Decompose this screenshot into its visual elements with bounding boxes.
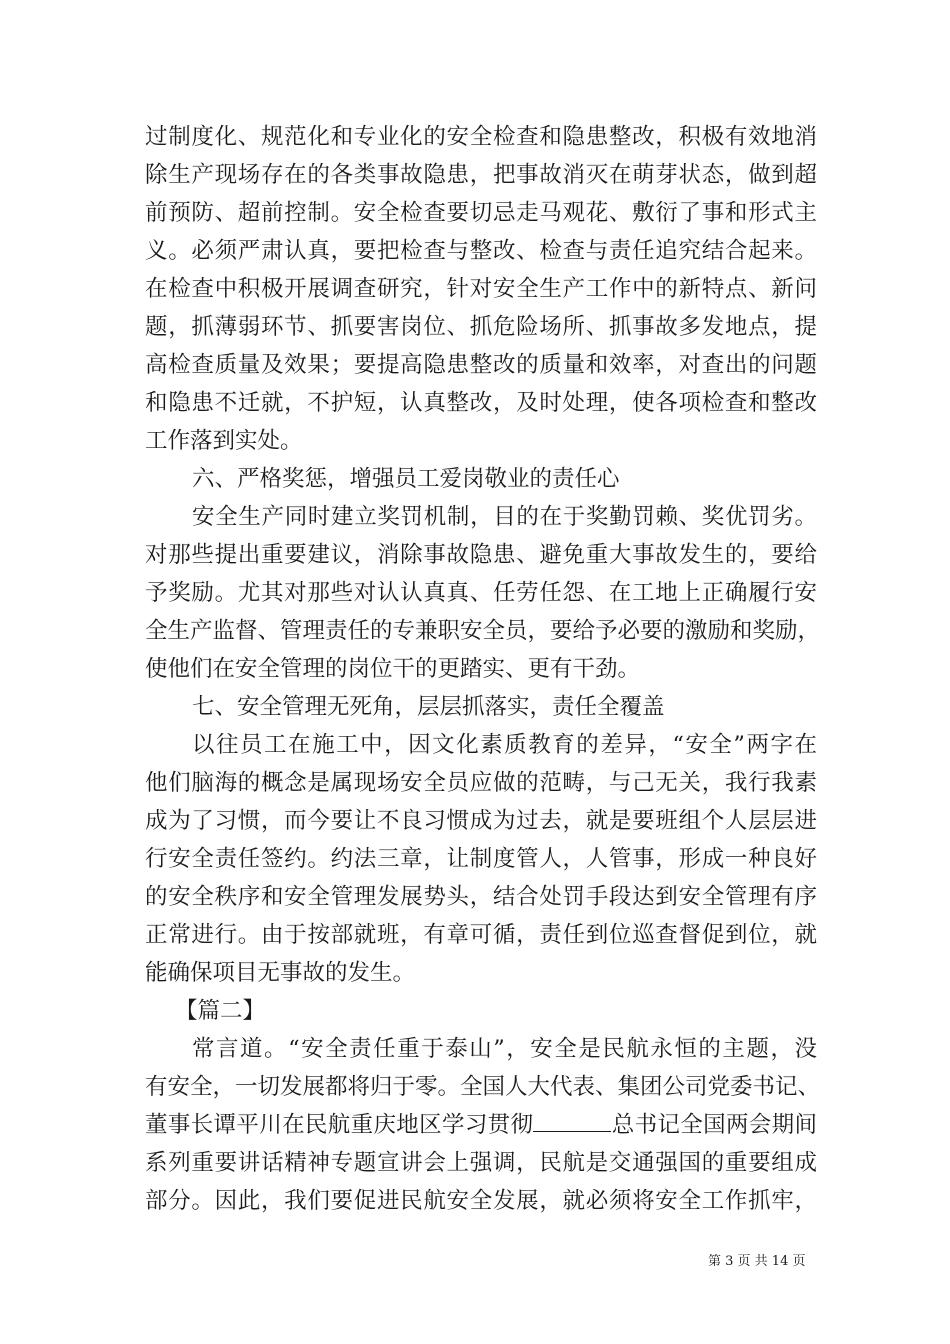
text-line: 工作落到实处。: [145, 428, 303, 454]
fill-in-blank: [533, 1109, 611, 1132]
text-line: 和隐患不迁就，不护短，认真整改，及时处理，使各项检查和整改: [145, 390, 817, 416]
text-line: 能确保项目无事故的发生。: [145, 960, 416, 986]
text-line: 安全生产同时建立奖罚机制，目的在于奖勤罚赖、奖优罚劣。: [192, 504, 817, 530]
text-line: 过制度化、规范化和专业化的安全检查和隐患整改，积极有效地消: [145, 124, 817, 150]
section-heading-7: 七、安全管理无死角，层层抓落实，责任全覆盖: [192, 694, 665, 720]
text-line: 对那些提出重要建议，消除事故隐患、避免重大事故发生的，要给: [145, 542, 817, 568]
text-line: 他们脑海的概念是属现场安全员应做的范畴，与己无关，我行我素: [145, 770, 817, 796]
text-fragment: 董事长谭平川在民航重庆地区学习贯彻: [145, 1112, 534, 1138]
text-line: 题，抓薄弱环节、抓要害岗位、抓危险场所、抓事故多发地点，提: [145, 314, 817, 340]
text-line: 成为了习惯，而今要让不良习惯成为过去，就是要班组个人层层进: [145, 808, 817, 834]
text-line: 予奖励。尤其对那些对认认真真、任劳任怨、在工地上正确履行安: [145, 580, 817, 606]
text-line: 前预防、超前控制。安全检查要切忌走马观花、敷衍了事和形式主: [145, 200, 817, 226]
text-line: 常言道。“安全责任重于泰山”，安全是民航永恒的主题，没: [192, 1036, 817, 1062]
text-line: 部分。因此，我们要促进民航安全发展，就必须将安全工作抓牢，: [145, 1188, 817, 1214]
text-line: 义。必须严肃认真，要把检查与整改、检查与责任追究结合起来。: [145, 238, 817, 264]
text-line: 行安全责任签约。约法三章，让制度管人，人管事，形成一种良好: [145, 846, 817, 872]
body-text: [145, 118, 821, 1220]
text-line: 使他们在安全管理的岗位干的更踏实、更有干劲。: [145, 656, 641, 682]
text-line: 的安全秩序和安全管理发展势头，结合处罚手段达到安全管理有序: [145, 884, 817, 910]
text-line: 除生产现场存在的各类事故隐患，把事故消灭在萌芽状态，做到超: [145, 162, 817, 188]
text-fragment: 总书记全国两会期间: [611, 1112, 817, 1138]
text-line: 全生产监督、管理责任的专兼职安全员，要给予必要的激励和奖励，: [145, 618, 821, 644]
text-line: 在检查中积极开展调查研究，针对安全生产工作中的新特点、新问: [145, 276, 817, 302]
text-line-with-blank: [145, 1106, 817, 1144]
page-number-footer: 第 3 页 共 14 页: [708, 1254, 806, 1269]
text-line: 正常进行。由于按部就班，有章可循，责任到位巡查督促到位，就: [145, 922, 817, 948]
section-title-part-two: 【篇二】: [175, 998, 266, 1024]
text-line: 高检查质量及效果；要提高隐患整改的质量和效率，对查出的问题: [145, 352, 817, 378]
section-heading-6: 六、严格奖惩，增强员工爱岗敬业的责任心: [192, 466, 620, 492]
text-line: 系列重要讲话精神专题宣讲会上强调，民航是交通强国的重要组成: [145, 1150, 817, 1176]
text-line: 有安全，一切发展都将归于零。全国人大代表、集团公司党委书记、: [145, 1074, 821, 1100]
text-line: 以往员工在施工中，因文化素质教育的差异，“安全”两字在: [192, 732, 817, 758]
